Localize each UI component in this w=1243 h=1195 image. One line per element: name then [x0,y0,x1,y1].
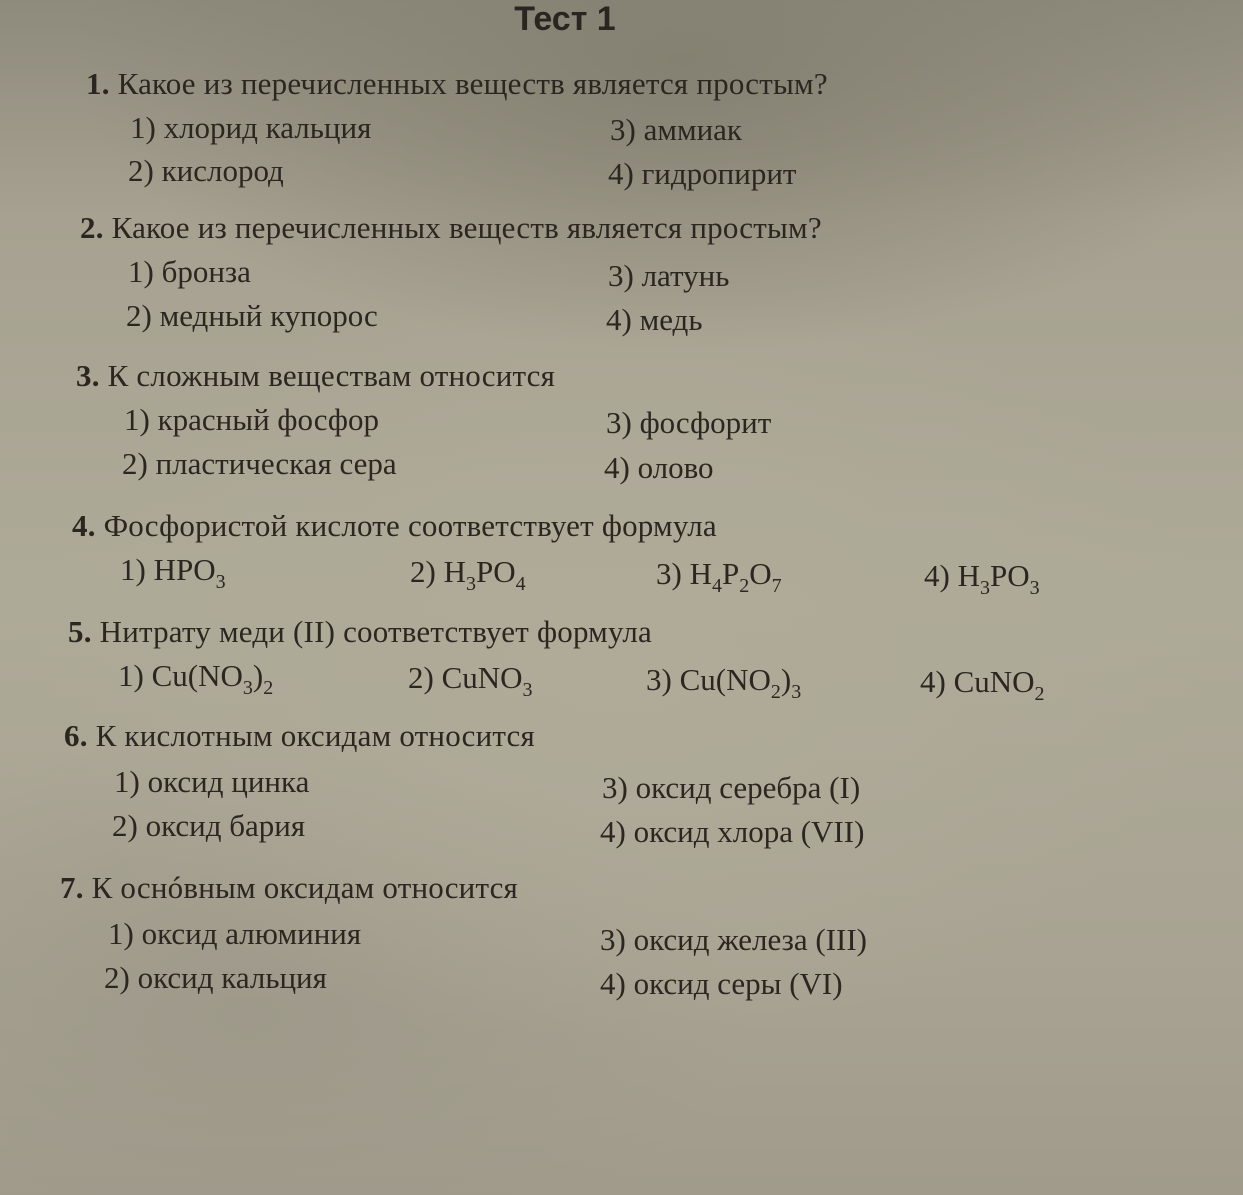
option-prefix: 3) [646,662,680,697]
q4-option-3 [656,556,782,598]
question-5 [68,614,652,650]
q1-option-3: 3) аммиак [610,112,742,147]
formula-subscript: 4 [711,575,722,597]
question-4 [72,508,717,544]
formula-symbol: H [957,558,980,593]
formula-symbol: HPO [153,552,216,587]
formula-symbol: ) [252,658,264,693]
q3-option-4: 4) олово [604,450,714,485]
formula-symbol: P [721,556,740,591]
q4-option-4 [924,558,1040,600]
question-text: К кислотным оксидам относится [95,718,535,753]
question-7 [60,870,518,906]
q6-option-3: 3) оксид серебра (I) [602,770,861,805]
q7-option-3: 3) оксид железа (III) [600,922,867,957]
q7-option-1: 1) оксид алюминия [108,916,362,951]
q2-option-2: 2) медный купорос [126,298,378,333]
formula-subscript: 3 [522,679,533,701]
formula-subscript: 3 [242,677,253,699]
formula-symbol: PO [989,558,1030,593]
formula-symbol: CuNO [441,660,523,695]
option-prefix: 3) [656,556,690,591]
question-3 [76,358,555,394]
option-prefix: 4) [920,664,954,699]
question-text: Нитрату меди (II) соответствует формула [99,614,652,649]
question-6 [64,718,535,754]
question-text: К оснóвным оксидам относится [91,870,519,905]
formula-symbol: H [689,556,712,591]
q6-option-2: 2) оксид бария [112,808,306,843]
q2-option-4: 4) медь [606,302,703,337]
question-number: 7. [60,870,84,905]
q6-option-1: 1) оксид цинка [114,764,310,799]
formula-subscript: 7 [771,575,782,597]
question-number: 4. [72,508,96,543]
question-text: Фосфористой кислоте соответствует формула [103,508,717,543]
q6-option-4: 4) оксид хлора (VII) [600,814,865,849]
formula-subscript: 3 [215,571,226,593]
formula-subscript: 3 [791,681,802,703]
question-number: 6. [64,718,88,753]
q2-option-3: 3) латунь [608,258,730,293]
q1-option-4: 4) гидропирит [608,156,797,191]
option-prefix: 1) [118,658,152,693]
formula-subscript: 3 [979,577,990,599]
question-number: 3. [76,358,100,393]
q5-option-1 [118,658,273,700]
formula-symbol: ) [780,662,792,697]
q7-option-4: 4) оксид серы (VI) [600,966,843,1001]
q7-option-2: 2) оксид кальция [104,960,327,995]
q5-option-2 [408,660,533,702]
question-number: 2. [80,210,104,245]
question-1 [86,66,828,102]
question-text: К сложным веществам относится [107,358,556,393]
test-title: Тест 1 [514,0,616,38]
q3-option-2: 2) пластическая сера [122,446,397,481]
q1-option-1: 1) хлорид кальция [130,110,372,145]
question-text: Какое из перечисленных веществ является простым? [111,210,822,245]
formula-subscript: 3 [465,573,476,595]
q5-option-3 [646,662,801,704]
formula-symbol: CuNO [953,664,1035,699]
option-prefix: 1) [120,552,154,587]
q5-option-4 [920,664,1045,706]
formula-symbol: Cu(NO [151,658,243,693]
formula-subscript: 2 [770,681,781,703]
option-prefix: 2) [410,554,444,589]
q4-option-2 [410,554,526,596]
formula-symbol: O [749,556,772,591]
question-number: 5. [68,614,92,649]
formula-subscript: 4 [515,573,526,595]
q4-option-1 [120,552,226,594]
formula-symbol: H [443,554,466,589]
q2-option-1: 1) бронза [128,254,251,289]
question-2 [80,210,822,246]
question-number: 1. [86,66,110,101]
option-prefix: 4) [924,558,958,593]
formula-symbol: PO [475,554,516,589]
q1-option-2: 2) кислород [128,153,284,188]
option-prefix: 2) [408,660,442,695]
question-text: Какое из перечисленных веществ является простым? [117,66,828,101]
formula-symbol: Cu(NO [679,662,771,697]
formula-subscript: 2 [1034,683,1045,705]
formula-subscript: 2 [739,575,750,597]
formula-subscript: 2 [263,677,274,699]
q3-option-3: 3) фосфорит [606,405,772,440]
formula-subscript: 3 [1029,577,1040,599]
q3-option-1: 1) красный фосфор [124,402,379,437]
